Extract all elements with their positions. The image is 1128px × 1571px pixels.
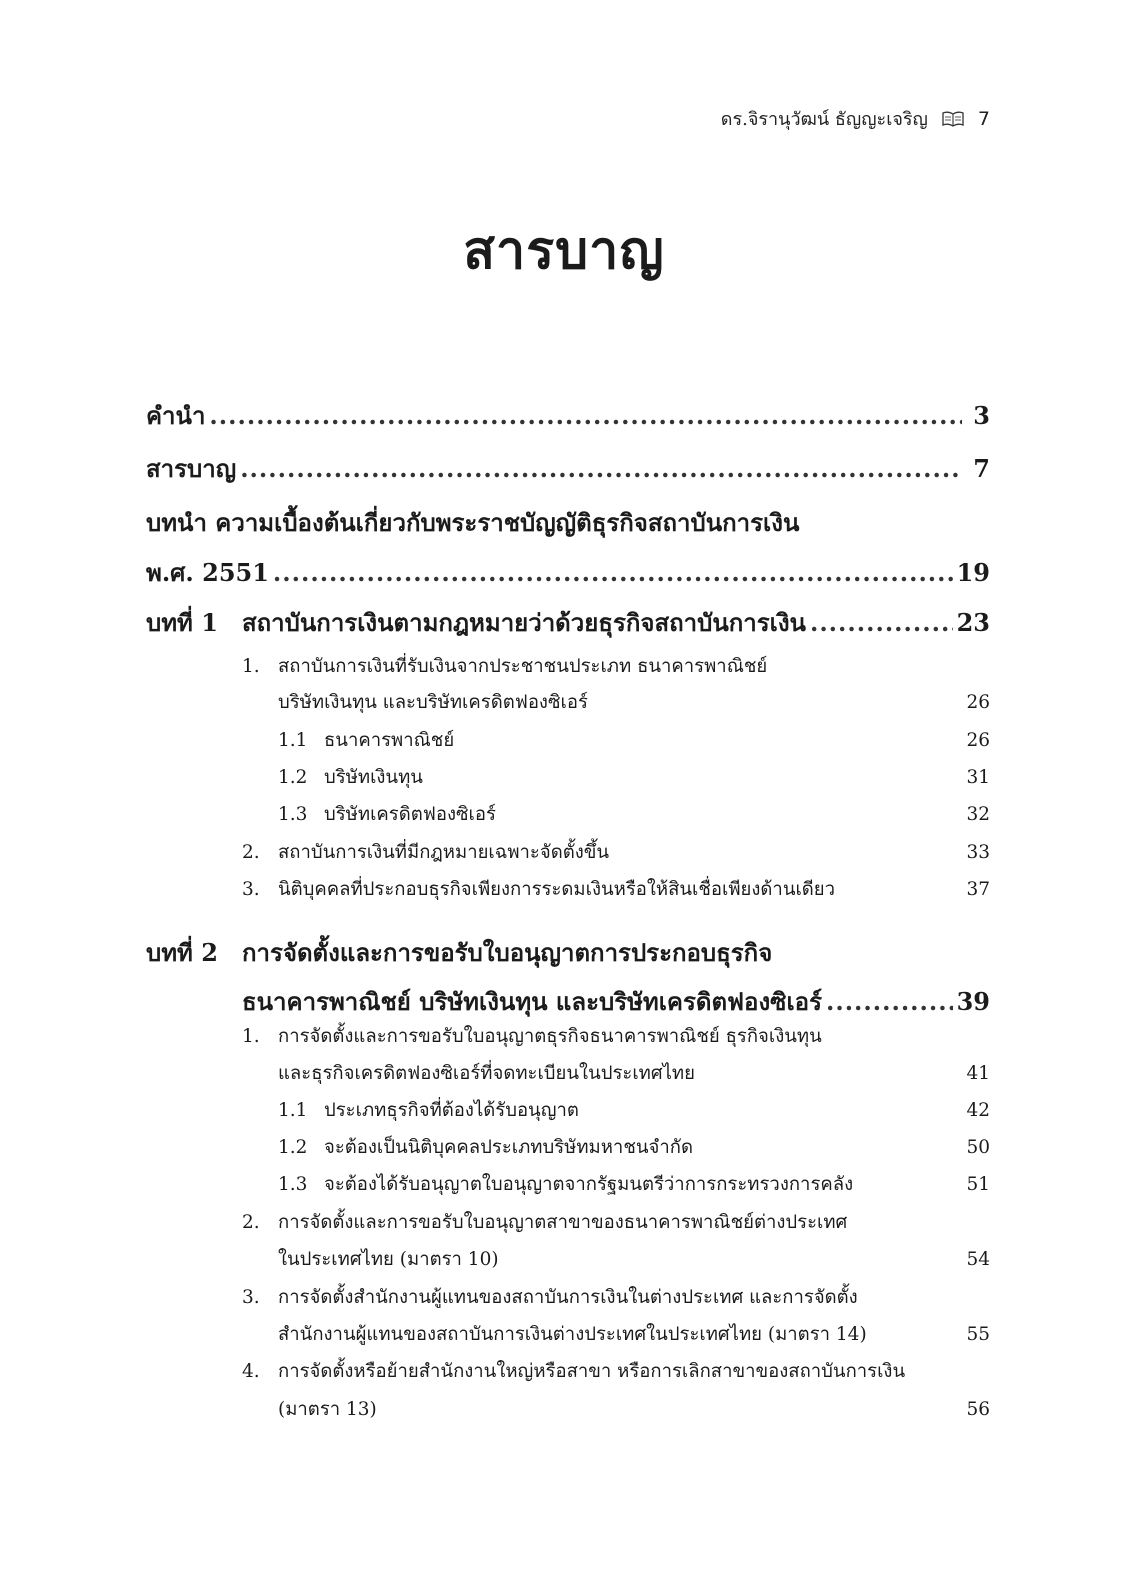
toc-page: 51 (966, 1174, 990, 1195)
toc-page: 41 (966, 1063, 990, 1084)
toc-item[interactable]: 2. สถาบันการเงินที่มีกฎหมายเฉพาะจัดตั้งขึ้น 33 (242, 842, 990, 863)
toc-label: คำนำ (146, 401, 206, 430)
toc-item[interactable]: 3. การจัดตั้งสำนักงานผู้แทนของสถาบันการเงินในต่างประเทศ และการจัดตั้ง (242, 1287, 858, 1308)
toc-page: 26 (966, 692, 990, 713)
toc-page: 42 (966, 1100, 990, 1121)
toc-subitem[interactable]: 1.1 ธนาคารพาณิชย์ 26 (278, 730, 990, 751)
toc-item[interactable]: 1. สถาบันการเงินที่รับเงินจากประชาชนประเภท ธนาคารพาณิชย์ (242, 656, 768, 677)
toc-chapter-1[interactable] (146, 603, 990, 642)
chapter-title: สถาบันการเงินตามกฎหมายว่าด้วยธุรกิจสถาบันการเงิน (242, 608, 806, 637)
toc-page: 3 (973, 401, 990, 430)
toc-page: 54 (966, 1249, 990, 1270)
dot-leader (209, 401, 962, 430)
dot-leader (240, 454, 962, 483)
toc-page: 37 (966, 879, 990, 900)
dot-leader (273, 558, 953, 587)
toc-entry-preface[interactable] (146, 396, 990, 435)
toc-chapter-2-line1[interactable] (146, 933, 990, 972)
chapter-label: บทที่ 1 (146, 608, 218, 637)
toc-label: สารบาญ (146, 454, 237, 483)
chapter-title: ธนาคารพาณิชย์ บริษัทเงินทุน และบริษัทเครดิตฟองซิเอร์ (242, 987, 822, 1016)
toc-page: 23 (956, 608, 990, 637)
toc-page: 31 (966, 767, 990, 788)
toc-page: 32 (966, 804, 990, 825)
chapter-label: บทที่ 2 (146, 938, 218, 967)
toc-item[interactable]: 1. การจัดตั้งและการขอรับใบอนุญาตธุรกิจธนาคารพาณิชย์ ธุรกิจเงินทุน (242, 1026, 822, 1047)
toc-item[interactable]: ในประเทศไทย (มาตรา 10) 54 (278, 1249, 990, 1270)
toc-item[interactable]: 3. นิติบุคคลที่ประกอบธุรกิจเพียงการระดมเงินหรือให้สินเชื่อเพียงด้านเดียว 37 (242, 879, 990, 900)
toc-subitem[interactable]: 1.2 บริษัทเงินทุน 31 (278, 767, 990, 788)
open-book-icon (942, 111, 964, 127)
running-header (721, 104, 990, 133)
toc-subitem[interactable]: 1.2 จะต้องเป็นนิติบุคคลประเภทบริษัทมหาชนจำกัด 50 (278, 1137, 990, 1158)
toc-subitem[interactable]: 1.1 ประเภทธุรกิจที่ต้องได้รับอนุญาต 42 (278, 1100, 990, 1121)
author-name: ดร.จิรานุวัฒน์ ธัญญะเจริญ (720, 109, 928, 130)
toc-item[interactable]: และธุรกิจเครดิตฟองซิเอร์ที่จดทะเบียนในประเทศไทย 41 (278, 1063, 990, 1084)
toc-item[interactable]: สำนักงานผู้แทนของสถาบันการเงินต่างประเทศในประเทศไทย (มาตรา 14) 55 (278, 1324, 990, 1345)
toc-page: 56 (966, 1399, 990, 1420)
toc-page: 50 (966, 1137, 990, 1158)
toc-page: 26 (966, 730, 990, 751)
toc-subitem[interactable]: 1.3 จะต้องได้รับอนุญาตใบอนุญาตจากรัฐมนตรีว่าการกระทรวงการคลัง 51 (278, 1174, 990, 1195)
toc-item[interactable]: บริษัทเงินทุน และบริษัทเครดิตฟองซิเอร์ 26 (278, 692, 990, 713)
toc-page: 7 (973, 454, 990, 483)
toc-subitem[interactable]: 1.3 บริษัทเครดิตฟองซิเอร์ 32 (278, 804, 990, 825)
toc-item[interactable]: (มาตรา 13) 56 (278, 1399, 990, 1420)
page-title: สารบาญ (463, 220, 665, 281)
toc-label: พ.ศ. 2551 (146, 558, 269, 587)
chapter-title: การจัดตั้งและการขอรับใบอนุญาตการประกอบธุรกิจ (242, 938, 773, 967)
page-number: 7 (977, 107, 990, 130)
dot-leader (810, 608, 953, 637)
dot-leader (826, 987, 953, 1016)
toc-item[interactable]: 2. การจัดตั้งและการขอรับใบอนุญาตสาขาของธนาคารพาณิชย์ต่างประเทศ (242, 1212, 848, 1233)
toc-chapter-2-line2[interactable] (242, 982, 990, 1021)
toc-entry-intro-line2[interactable] (146, 553, 990, 592)
toc-page: 55 (966, 1324, 990, 1345)
toc-page: 33 (966, 842, 990, 863)
toc-page: 39 (956, 987, 990, 1016)
toc-entry-intro-line1[interactable] (146, 503, 990, 542)
toc-entry-contents[interactable] (146, 449, 990, 488)
toc-page: 19 (956, 558, 990, 587)
toc-label: บทนำ ความเบื้องต้นเกี่ยวกับพระราชบัญญัติธุรกิจสถาบันการเงิน (146, 508, 800, 537)
toc-item[interactable]: 4. การจัดตั้งหรือย้ายสำนักงานใหญ่หรือสาขา หรือการเลิกสาขาของสถาบันการเงิน (242, 1361, 906, 1382)
